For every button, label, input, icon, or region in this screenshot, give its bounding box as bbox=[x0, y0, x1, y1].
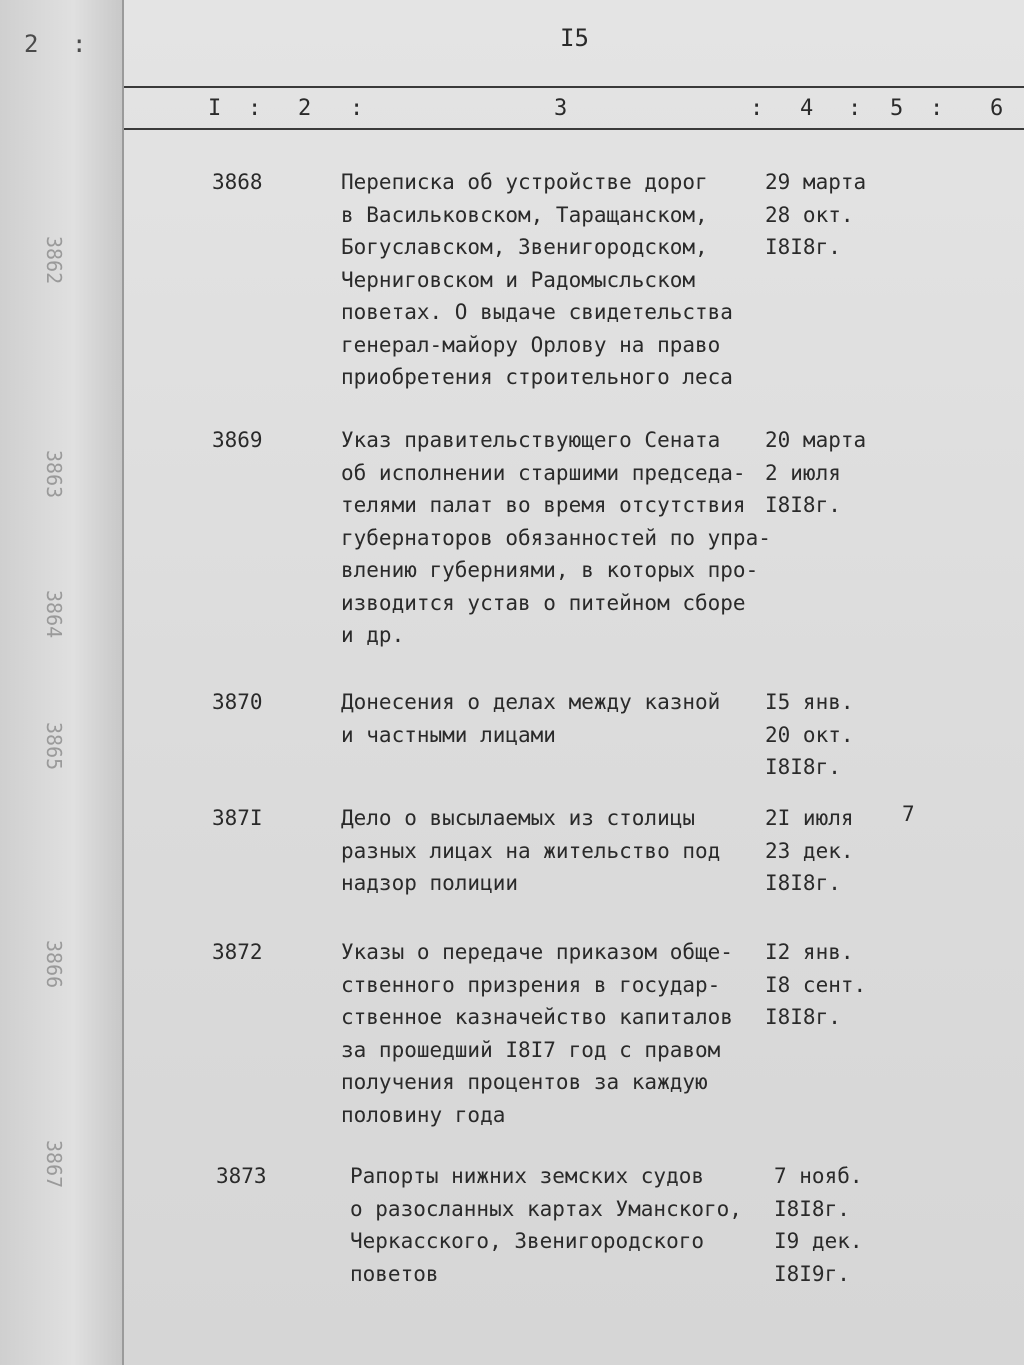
column-header-6: 6 bbox=[990, 96, 1006, 121]
description-line: Рапорты нижних земских судов bbox=[350, 1164, 705, 1188]
facing-page-header-sep: : bbox=[72, 30, 87, 58]
entry-description bbox=[341, 802, 720, 900]
description-line: Указы о передаче приказом обще- bbox=[341, 940, 733, 964]
date-line: I8I8г. bbox=[765, 1005, 841, 1029]
description-line: ственное казначейство капиталов bbox=[341, 1005, 733, 1029]
description-line: губернаторов обязанностей по упра- bbox=[341, 525, 771, 550]
column-header-2: 2 bbox=[298, 96, 314, 121]
description-line: Переписка об устройстве дорог bbox=[341, 170, 708, 194]
column-header-separator: : bbox=[750, 96, 766, 121]
description-line: Дело о высылаемых из столицы bbox=[341, 806, 696, 830]
description-line: получения процентов за каждую bbox=[341, 1070, 708, 1094]
date-line: 23 дек. bbox=[765, 838, 854, 863]
description-line: Богуславском, Звенигородском, bbox=[341, 235, 708, 259]
description-line: поветов bbox=[350, 1261, 439, 1286]
entry-description bbox=[341, 686, 720, 751]
description-line: разных лицах на жительство под bbox=[341, 838, 721, 863]
date-line: 20 окт. bbox=[765, 722, 854, 747]
column-header-separator: : bbox=[848, 96, 864, 121]
column-header-separator: : bbox=[248, 96, 264, 121]
description-line: половину года bbox=[341, 1102, 506, 1127]
description-line: в Васильковском, Таращанском, bbox=[341, 202, 708, 227]
description-line: о разосланных картах Уманского, bbox=[350, 1196, 742, 1221]
entry-description bbox=[341, 166, 733, 394]
header-bottom-rule bbox=[124, 128, 1024, 130]
description-line: надзор полиции bbox=[341, 871, 519, 895]
description-line: об исполнении старшими председа- bbox=[341, 460, 746, 485]
date-line: I8I8г. bbox=[765, 493, 841, 517]
date-line: I8I8г. bbox=[774, 1196, 850, 1221]
entry-description bbox=[350, 1160, 742, 1290]
description-line: изводится устав о питейном сборе bbox=[341, 590, 746, 615]
description-line: генерал-майору Орлову на право bbox=[341, 332, 721, 357]
column-header-5: 5 bbox=[890, 96, 906, 121]
date-line: I8I8г. bbox=[765, 235, 841, 259]
description-line: и частными лицами bbox=[341, 722, 556, 747]
description-line: приобретения строительного леса bbox=[341, 365, 733, 389]
description-line: Донесения о делах между казной bbox=[341, 690, 721, 714]
facing-page-number: 3864 bbox=[42, 590, 66, 639]
entry-number: 3870 bbox=[212, 690, 263, 714]
date-line: I8I8г. bbox=[765, 755, 841, 779]
column-header-3: 3 bbox=[554, 96, 570, 121]
page-number: I5 bbox=[560, 24, 589, 52]
description-line: телями палат во время отсутствия bbox=[341, 493, 746, 517]
date-line: 29 марта bbox=[765, 170, 867, 194]
entry-number: 3868 bbox=[212, 170, 263, 194]
column-header-1: I bbox=[208, 96, 224, 121]
entry-dates bbox=[774, 1160, 863, 1290]
entry-number: 3873 bbox=[216, 1164, 267, 1188]
date-line: I8I9г. bbox=[774, 1261, 850, 1286]
date-line: I8I8г. bbox=[765, 871, 841, 895]
entry-description bbox=[341, 936, 733, 1131]
header-top-rule bbox=[124, 86, 1024, 88]
entry-number: 3872 bbox=[212, 940, 263, 964]
facing-page-number: 3866 bbox=[42, 940, 66, 989]
date-line: 2 июля bbox=[765, 460, 841, 485]
entry-extra-count: 7 bbox=[902, 802, 915, 826]
entry-number: 3869 bbox=[212, 428, 263, 452]
date-line: 7 нояб. bbox=[774, 1164, 863, 1188]
facing-page-edge bbox=[0, 0, 124, 1365]
date-line: 20 марта bbox=[765, 428, 867, 452]
facing-page-number: 3865 bbox=[42, 722, 66, 771]
description-line: Черкасского, Звенигородского bbox=[350, 1229, 705, 1253]
description-line: ственного призрения в государ- bbox=[341, 972, 721, 997]
date-line: I9 дек. bbox=[774, 1229, 863, 1253]
entry-dates bbox=[765, 424, 866, 522]
date-line: 2I июля bbox=[765, 806, 854, 830]
facing-page-number: 3863 bbox=[42, 450, 66, 499]
entry-dates bbox=[765, 166, 866, 264]
description-line: влению губерниями, в которых про- bbox=[341, 558, 759, 582]
entry-dates bbox=[765, 802, 854, 900]
date-line: I8 сент. bbox=[765, 972, 867, 997]
description-line: поветах. О выдаче свидетельства bbox=[341, 300, 733, 324]
description-line: Черниговском и Радомысльском bbox=[341, 267, 696, 292]
description-line: и др. bbox=[341, 623, 405, 647]
entry-description bbox=[341, 424, 771, 652]
facing-page-number: 3862 bbox=[42, 236, 66, 285]
date-line: I2 янв. bbox=[765, 940, 854, 964]
entry-number: 387I bbox=[212, 806, 263, 830]
facing-page-number: 3867 bbox=[42, 1140, 66, 1189]
description-line: Указ правительствующего Сената bbox=[341, 428, 721, 452]
column-header-separator: : bbox=[930, 96, 946, 121]
column-header-separator: : bbox=[350, 96, 366, 121]
column-header-4: 4 bbox=[800, 96, 816, 121]
date-line: 28 окт. bbox=[765, 202, 854, 227]
facing-page-header-col: 2 bbox=[24, 30, 39, 58]
entry-dates bbox=[765, 686, 854, 784]
entry-dates bbox=[765, 936, 866, 1034]
description-line: за прошедший I8I7 год с правом bbox=[341, 1037, 721, 1062]
date-line: I5 янв. bbox=[765, 690, 854, 714]
document-page bbox=[124, 0, 1024, 1365]
